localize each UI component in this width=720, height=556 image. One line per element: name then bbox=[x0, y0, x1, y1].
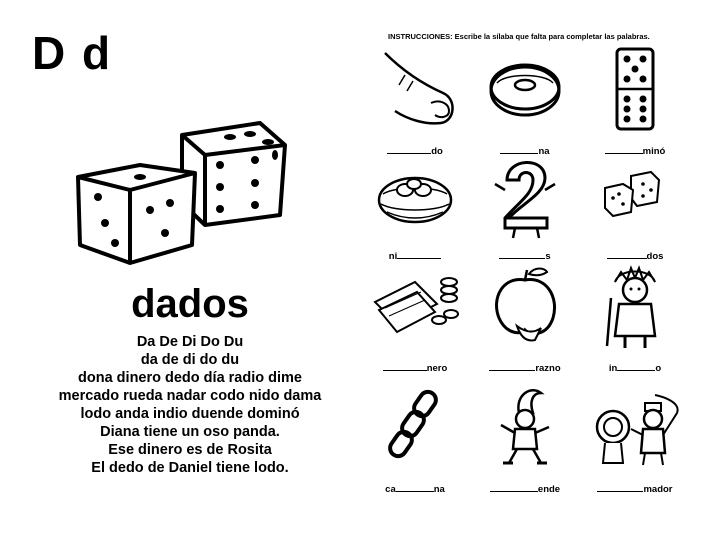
syllable-text: o bbox=[655, 363, 662, 374]
page-letter-title: D d bbox=[32, 27, 113, 79]
word-blank[interactable] bbox=[360, 361, 470, 374]
elf-icon bbox=[475, 383, 575, 473]
finger-icon bbox=[365, 45, 465, 135]
donut-icon bbox=[475, 45, 575, 135]
syllable-text: s bbox=[545, 251, 551, 262]
domino-icon bbox=[585, 45, 685, 135]
dice-small-icon bbox=[585, 150, 685, 240]
exercise-item bbox=[580, 45, 690, 157]
syllable-text: na bbox=[538, 146, 550, 157]
syllable-text: ende bbox=[537, 484, 561, 495]
exercise-item bbox=[360, 150, 470, 262]
syllable-text: in bbox=[608, 363, 618, 374]
exercise-item bbox=[580, 262, 690, 374]
syllable-text: mador bbox=[643, 484, 673, 495]
reading-line: Ese dinero es de Rosita bbox=[108, 442, 272, 458]
word-blank[interactable] bbox=[360, 249, 470, 262]
syllable-text: na bbox=[433, 484, 445, 495]
chain-icon bbox=[365, 383, 465, 473]
reading-line: Diana tiene un oso panda. bbox=[100, 424, 280, 440]
word-blank[interactable] bbox=[580, 482, 690, 495]
exercise-item bbox=[360, 45, 470, 157]
word-blank[interactable] bbox=[470, 482, 580, 495]
exercise-item bbox=[470, 45, 580, 157]
money-icon bbox=[365, 262, 465, 352]
exercise-item bbox=[470, 150, 580, 262]
syllable-text: ca bbox=[385, 484, 396, 495]
exercise-item bbox=[580, 383, 690, 495]
exercise-item bbox=[360, 383, 470, 495]
syllable-text: do bbox=[431, 146, 443, 157]
indian-icon bbox=[585, 262, 685, 352]
reading-line: lodo anda indio duende dominó bbox=[80, 406, 300, 422]
dice-icon bbox=[70, 115, 310, 265]
word-blank[interactable] bbox=[580, 361, 690, 374]
exercise-item bbox=[360, 262, 470, 374]
peach-icon bbox=[475, 262, 575, 352]
exercise-item bbox=[580, 150, 690, 262]
word-blank[interactable] bbox=[470, 361, 580, 374]
word-blank[interactable] bbox=[580, 249, 690, 262]
instructions: INSTRUCCIONES: Escribe la sílaba que falta para completar las palabras. bbox=[388, 32, 650, 41]
exercise-item bbox=[470, 262, 580, 374]
reading-lines bbox=[20, 333, 360, 477]
reading-line: da de di do du bbox=[140, 352, 240, 368]
syllable-text: ni bbox=[388, 251, 398, 262]
main-word: dados bbox=[131, 282, 249, 326]
reading-line: Da De Di Do Du bbox=[136, 334, 244, 350]
syllable-text: dos bbox=[646, 251, 664, 262]
tamer-icon bbox=[585, 383, 685, 473]
word-blank[interactable] bbox=[360, 482, 470, 495]
number-two-icon bbox=[475, 150, 575, 240]
reading-line: El dedo de Daniel tiene lodo. bbox=[91, 460, 289, 476]
reading-line: mercado rueda nadar codo nido dama bbox=[58, 388, 322, 404]
syllable-text: nero bbox=[426, 363, 448, 374]
word-blank[interactable] bbox=[470, 249, 580, 262]
syllable-text: minó bbox=[642, 146, 666, 157]
nest-icon bbox=[365, 150, 465, 240]
reading-line: dona dinero dedo día radio dime bbox=[78, 370, 302, 386]
exercise-item bbox=[470, 383, 580, 495]
syllable-text: razno bbox=[535, 363, 561, 374]
